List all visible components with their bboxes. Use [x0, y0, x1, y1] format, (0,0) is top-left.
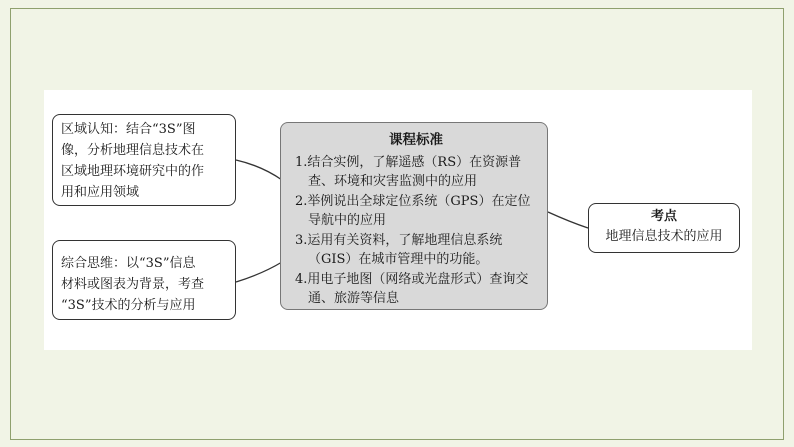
integrated-thinking-line: “3S”技术的分析与应用: [61, 298, 196, 313]
curriculum-item: 1.结合实例，了解遥感（RS）在资源普查、环境和灾害监测中的应用: [295, 154, 522, 189]
connector-left-top: [236, 160, 282, 180]
integrated-thinking-line: 综合思维：以“3S”信息: [61, 256, 196, 271]
region-cognition-line: 区域地理环境研究中的作: [61, 164, 205, 179]
exam-point-text: 地理信息技术的应用: [605, 229, 723, 244]
integrated-thinking-box: [52, 240, 236, 320]
region-cognition-line: 像，分析地理信息技术在: [61, 143, 205, 158]
region-cognition-box: [52, 114, 236, 206]
curriculum-standard-title: 课程标准: [389, 132, 443, 148]
connector-right: [548, 212, 588, 228]
exam-point-box: [588, 203, 740, 253]
curriculum-standard-box: [280, 122, 548, 310]
integrated-thinking-line: 材料或图表为背景，考查: [61, 277, 205, 292]
exam-point-title: 考点: [650, 209, 677, 224]
connector-left-bottom: [236, 262, 282, 282]
curriculum-item: 3.运用有关资料，了解地理信息系统（GIS）在城市管理中的功能。: [295, 232, 503, 267]
region-cognition-line: 用和应用领域: [61, 185, 140, 200]
curriculum-item: 2.举例说出全球定位系统（GPS）在定位导航中的应用: [295, 193, 531, 228]
curriculum-item: 4.用电子地图（网络或光盘形式）查询交通、旅游等信息: [295, 271, 529, 306]
curriculum-standard-list: [295, 153, 537, 309]
region-cognition-line: 区域认知：结合“3S”图: [61, 122, 196, 137]
